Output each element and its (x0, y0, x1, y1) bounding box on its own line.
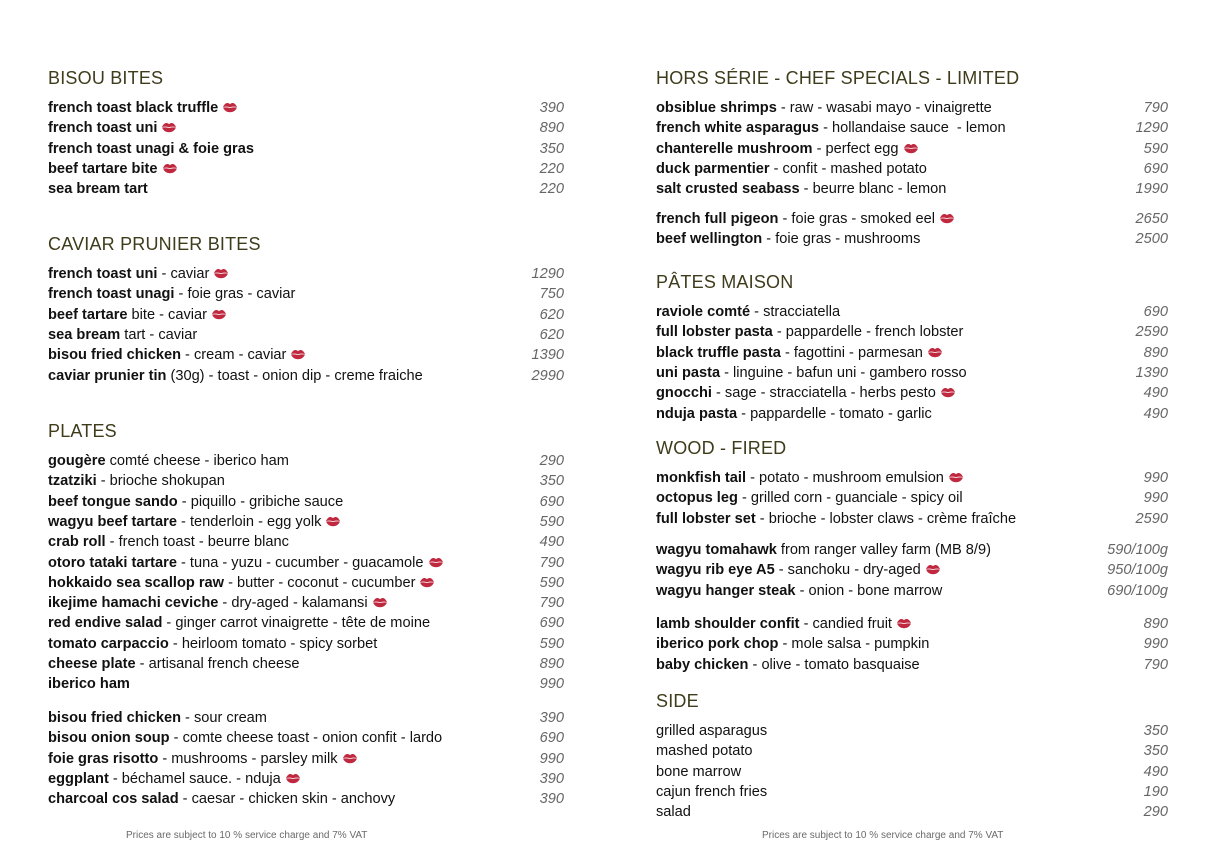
item-name-bold: bisou fried chicken (48, 347, 181, 364)
footer-note-right: Prices are subject to 10 % service charge and 7% VAT (762, 830, 1004, 841)
menu-item (48, 634, 564, 654)
menu-item (48, 749, 564, 769)
menu-item (48, 492, 564, 512)
item-price: 990 (1143, 636, 1168, 653)
menu-item (656, 634, 1168, 654)
menu-item (656, 655, 1168, 675)
item-name-bold: foie gras risotto (48, 750, 159, 767)
item-name-bold: iberico ham (48, 676, 130, 693)
item-name-bold: hokkaido sea scallop raw (48, 574, 225, 591)
lips-icon (285, 770, 301, 782)
item-name-bold: french toast unagi & foie gras (48, 140, 254, 157)
item-price: 1290 (531, 266, 564, 282)
item-description: - hollandaise sauce - lemon (819, 120, 1006, 137)
item-price: 620 (539, 306, 564, 323)
item-name (48, 674, 130, 694)
item-description: comté cheese - iberico ham (105, 453, 289, 469)
item-description: bone marrow (656, 763, 742, 780)
menu-item (48, 305, 564, 325)
item-name (48, 708, 267, 728)
menu-item (656, 468, 1168, 488)
item-price: 790 (1143, 100, 1168, 116)
item-price: 490 (1143, 405, 1168, 422)
item-description: - sanchoku - dry-aged (774, 562, 921, 579)
item-name (656, 762, 741, 782)
item-name (656, 118, 1006, 138)
item-price: 590 (539, 513, 564, 530)
item-name-bold: french white asparagus (656, 120, 820, 137)
item-name (656, 322, 963, 342)
item-name-bold: wagyu beef tartare (48, 513, 177, 530)
menu-item (48, 674, 564, 694)
item-name (48, 325, 197, 345)
menu-item (48, 366, 564, 386)
item-description: - caviar (157, 266, 210, 282)
item-name-bold: french toast unagi (48, 286, 175, 303)
menu-item (48, 325, 564, 345)
item-name (48, 492, 343, 512)
item-price: 790 (539, 554, 564, 571)
menu-item (656, 404, 1168, 424)
item-name (656, 802, 691, 822)
section-title: PLATES (48, 421, 117, 441)
item-name (656, 363, 967, 383)
item-name-bold: crab roll (48, 534, 106, 551)
section-title: CAVIAR PRUNIER BITES (48, 234, 261, 254)
item-price: 190 (1143, 783, 1168, 800)
item-price: 990 (1143, 470, 1168, 486)
item-price: 890 (539, 656, 564, 672)
item-name-bold: gougère (48, 453, 106, 469)
item-name (48, 179, 148, 199)
item-name (48, 305, 227, 325)
item-name (48, 139, 254, 159)
item-price: 1290 (1135, 120, 1168, 137)
item-description: - raw - wasabi mayo - vinaigrette (776, 100, 992, 116)
item-name-bold: tzatziki (48, 473, 97, 490)
menu-item (656, 209, 1168, 229)
item-price: 1390 (531, 347, 564, 364)
item-name (48, 634, 377, 654)
item-name (48, 366, 423, 386)
item-price: 290 (1143, 804, 1168, 821)
item-description: - perfect egg (812, 140, 899, 157)
item-description: bite - caviar (127, 306, 207, 323)
lips-icon (213, 265, 229, 277)
item-name (48, 749, 358, 769)
menu-item (48, 159, 564, 179)
item-price: 690/100g (1107, 582, 1168, 599)
item-name (656, 468, 964, 488)
item-name-bold: black truffle pasta (656, 344, 781, 361)
menu-item (48, 451, 564, 471)
item-name (48, 284, 295, 304)
item-description: - pappardelle - french lobster (772, 324, 964, 341)
item-name (48, 345, 306, 365)
item-price: 890 (539, 120, 564, 137)
item-name-bold: french full pigeon (656, 211, 779, 227)
menu-item (48, 728, 564, 748)
item-price: 390 (539, 770, 564, 787)
menu-item (48, 284, 564, 304)
item-description: - tenderloin - egg yolk (176, 513, 322, 530)
item-name-bold: otoro tataki tartare (48, 554, 177, 571)
item-name (48, 159, 178, 179)
item-description: - fagottini - parmesan (780, 344, 923, 361)
menu-item (656, 488, 1168, 508)
item-description: - brioche shokupan (96, 473, 225, 490)
menu-item (656, 383, 1168, 403)
menu-item (48, 471, 564, 491)
item-name (656, 229, 920, 249)
item-name (656, 741, 753, 761)
item-name (48, 451, 289, 471)
item-name (656, 179, 946, 199)
item-price: 790 (539, 595, 564, 612)
item-name (656, 721, 767, 741)
item-price: 690 (1143, 160, 1168, 177)
item-name-bold: wagyu hanger steak (656, 582, 796, 599)
item-name-bold: chanterelle mushroom (656, 140, 813, 157)
item-description: - heirloom tomato - spicy sorbet (168, 635, 378, 652)
menu-item (656, 509, 1168, 529)
item-name-bold: bisou fried chicken (48, 710, 181, 726)
menu-item (48, 98, 564, 118)
item-description: - béchamel sauce. - nduja (108, 770, 281, 787)
item-name-bold: baby chicken (656, 656, 749, 673)
item-price: 390 (539, 100, 564, 116)
item-price: 990 (539, 750, 564, 767)
item-name (656, 139, 919, 159)
item-name-bold: french toast uni (48, 266, 158, 282)
menu-item (48, 789, 564, 809)
item-price: 350 (539, 140, 564, 157)
item-name (48, 553, 444, 573)
item-name-bold: tomato carpaccio (48, 635, 169, 652)
menu-item (656, 540, 1168, 560)
item-price: 490 (1143, 385, 1168, 402)
menu-item (656, 322, 1168, 342)
item-price: 220 (539, 181, 564, 198)
lips-icon (325, 513, 341, 525)
item-name-bold: wagyu rib eye A5 (656, 562, 775, 579)
menu-item (48, 708, 564, 728)
item-name-bold: duck parmentier (656, 160, 770, 177)
section-title: HORS SÉRIE - CHEF SPECIALS - LIMITED (656, 68, 1020, 88)
item-price: 2590 (1135, 324, 1168, 341)
menu-item (656, 560, 1168, 580)
item-price: 350 (539, 473, 564, 490)
item-description: - dry-aged - kalamansi (218, 595, 368, 612)
item-name-bold: obsiblue shrimps (656, 100, 777, 116)
item-name-bold: iberico pork chop (656, 636, 779, 653)
item-price: 390 (539, 710, 564, 726)
item-price: 690 (539, 493, 564, 510)
item-name (656, 581, 942, 601)
menu-item (48, 532, 564, 552)
item-name-bold: octopus leg (656, 490, 738, 507)
section-title: WOOD - FIRED (656, 438, 787, 458)
item-name-bold: lamb shoulder confit (656, 616, 800, 632)
item-description: salad (656, 804, 691, 821)
item-price: 590 (539, 635, 564, 652)
item-description: - tuna - yuzu - cucumber - guacamole (176, 554, 424, 571)
section-title: PÂTES MAISON (656, 272, 794, 292)
menu-item (48, 573, 564, 593)
item-name (656, 209, 955, 229)
lips-icon (939, 210, 955, 222)
item-price: 790 (1143, 656, 1168, 673)
item-description: - piquillo - gribiche sauce (177, 493, 344, 510)
lips-icon (222, 99, 238, 111)
item-description: - sage - stracciatella - herbs pesto (711, 385, 936, 402)
item-name (48, 728, 442, 748)
item-name-bold: beef tartare bite (48, 160, 158, 177)
item-name-bold: beef tongue sando (48, 493, 178, 510)
item-price: 690 (539, 730, 564, 747)
item-price: 990 (1143, 490, 1168, 507)
item-price: 590/100g (1107, 542, 1168, 558)
item-name-bold: cheese plate (48, 656, 136, 672)
lips-icon (342, 750, 358, 762)
item-name (656, 488, 963, 508)
item-description: - caesar - chicken skin - anchovy (178, 791, 396, 808)
item-name-bold: salt crusted seabass (656, 181, 800, 198)
item-price: 350 (1143, 723, 1168, 739)
menu-item (48, 345, 564, 365)
lips-icon (428, 554, 444, 566)
item-name (656, 634, 929, 654)
item-price: 990 (539, 676, 564, 693)
item-description: - foie gras - mushrooms (762, 231, 921, 248)
item-name-bold: sea bream (48, 326, 121, 343)
lips-icon (903, 140, 919, 152)
item-name (48, 471, 225, 491)
item-name (656, 404, 932, 424)
item-price: 350 (1143, 743, 1168, 760)
menu-item (656, 139, 1168, 159)
lips-icon (372, 594, 388, 606)
lips-icon (161, 119, 177, 131)
item-name (656, 540, 991, 560)
menu-item (656, 363, 1168, 383)
item-name (656, 98, 992, 118)
item-description: - potato - mushroom emulsion (746, 470, 944, 486)
item-price: 750 (539, 286, 564, 303)
item-name (48, 98, 238, 118)
menu-item (656, 782, 1168, 802)
item-description: cajun french fries (656, 783, 768, 800)
item-name-bold: french toast black truffle (48, 100, 219, 116)
item-name-bold: gnocchi (656, 385, 712, 402)
item-description: - butter - coconut - cucumber (224, 574, 416, 591)
item-price: 950/100g (1107, 562, 1168, 579)
menu-item (656, 343, 1168, 363)
menu-item (48, 118, 564, 138)
item-name (48, 654, 299, 674)
item-description: - linguine - bafun uni - gambero rosso (720, 364, 967, 381)
item-description: grilled asparagus (656, 723, 768, 739)
item-name (656, 560, 941, 580)
item-name (656, 782, 767, 802)
item-description: - foie gras - caviar (174, 286, 296, 303)
item-description: - foie gras - smoked eel (778, 211, 935, 227)
item-price: 490 (539, 534, 564, 551)
menu-item (656, 721, 1168, 741)
lips-icon (940, 384, 956, 396)
menu-item (656, 614, 1168, 634)
item-price: 2650 (1135, 211, 1168, 227)
item-description: - ginger carrot vinaigrette - tête de moine (162, 615, 431, 632)
item-name (656, 343, 943, 363)
item-name (656, 302, 840, 322)
item-name (656, 509, 1016, 529)
menu-item (656, 581, 1168, 601)
menu-item (48, 769, 564, 789)
item-price: 590 (539, 574, 564, 591)
item-price: 890 (1143, 344, 1168, 361)
item-price: 590 (1143, 140, 1168, 157)
item-name-bold: ikejime hamachi ceviche (48, 595, 219, 612)
item-price: 390 (539, 791, 564, 808)
item-name-bold: caviar prunier tin (48, 367, 167, 384)
item-name-bold: charcoal cos salad (48, 791, 179, 808)
menu-item (656, 302, 1168, 322)
lips-icon (290, 346, 306, 358)
item-name (48, 264, 229, 284)
menu-item (656, 741, 1168, 761)
menu-item (656, 802, 1168, 822)
menu-item (48, 512, 564, 532)
item-description: - sour cream (181, 710, 267, 726)
item-description: - cream - caviar (181, 347, 287, 364)
menu-item (656, 762, 1168, 782)
item-name (656, 655, 920, 675)
menu-item (656, 179, 1168, 199)
item-name-bold: nduja pasta (656, 405, 738, 422)
menu-item (48, 654, 564, 674)
menu-item (656, 229, 1168, 249)
item-name-bold: red endive salad (48, 615, 163, 632)
item-price: 2590 (1135, 510, 1168, 527)
menu-item (656, 159, 1168, 179)
item-name-bold: uni pasta (656, 364, 721, 381)
item-name-bold: wagyu tomahawk (656, 542, 777, 558)
item-description: - olive - tomato basquaise (748, 656, 920, 673)
item-description: - onion - bone marrow (795, 582, 943, 599)
item-name-bold: beef wellington (656, 231, 763, 248)
item-name (656, 614, 912, 634)
item-name-bold: sea bream tart (48, 181, 148, 198)
item-name (48, 769, 301, 789)
item-name (48, 118, 177, 138)
lips-icon (162, 160, 178, 172)
item-price: 690 (1143, 304, 1168, 320)
lips-icon (419, 574, 435, 586)
item-price: 220 (539, 160, 564, 177)
lips-icon (925, 561, 941, 573)
menu-item (48, 613, 564, 633)
item-name (48, 593, 388, 613)
item-name-bold: beef tartare (48, 306, 128, 323)
item-price: 290 (539, 453, 564, 469)
lips-icon (948, 469, 964, 481)
item-name (656, 383, 956, 403)
item-name (48, 789, 395, 809)
item-name-bold: monkfish tail (656, 470, 747, 486)
item-description: - brioche - lobster claws - crème fraîche (755, 510, 1017, 527)
item-description: tart - caviar (120, 326, 198, 343)
item-description: mashed potato (656, 743, 753, 760)
item-name-bold: french toast uni (48, 120, 158, 137)
footer-note-left: Prices are subject to 10 % service charge and 7% VAT (126, 830, 368, 841)
item-price: 2500 (1135, 231, 1168, 248)
section-title: BISOU BITES (48, 68, 164, 88)
item-description: - beurre blanc - lemon (799, 181, 947, 198)
menu-item (656, 98, 1168, 118)
item-description: - candied fruit (799, 616, 892, 632)
lips-icon (211, 306, 227, 318)
item-price: 890 (1143, 616, 1168, 632)
menu-item (656, 118, 1168, 138)
item-description: from ranger valley farm (MB 8/9) (776, 542, 991, 558)
item-price: 620 (539, 326, 564, 343)
item-description: - mushrooms - parsley milk (158, 750, 338, 767)
item-name-bold: eggplant (48, 770, 109, 787)
item-name (48, 532, 289, 552)
item-name (656, 159, 927, 179)
menu-item (48, 264, 564, 284)
section-title: SIDE (656, 691, 699, 711)
item-name (48, 512, 341, 532)
item-description: - comte cheese toast - onion confit - lardo (169, 730, 443, 747)
item-description: - artisanal french cheese (135, 656, 300, 672)
item-name-bold: bisou onion soup (48, 730, 170, 747)
item-price: 1390 (1135, 364, 1168, 381)
menu-item (48, 593, 564, 613)
item-description: - french toast - beurre blanc (105, 534, 289, 551)
item-price: 1990 (1135, 181, 1168, 198)
item-price: 2990 (531, 367, 564, 384)
item-name (48, 613, 430, 633)
item-description: - confit - mashed potato (769, 160, 927, 177)
item-price: 490 (1143, 763, 1168, 780)
item-name-bold: full lobster pasta (656, 324, 773, 341)
item-description: - stracciatella (750, 304, 841, 320)
item-description: - mole salsa - pumpkin (778, 636, 930, 653)
menu-item (48, 139, 564, 159)
lips-icon (927, 344, 943, 356)
item-description: - pappardelle - tomato - garlic (737, 405, 932, 422)
item-price: 690 (539, 615, 564, 632)
item-description: (30g) - toast - onion dip - creme fraiche (166, 367, 423, 384)
item-description: - grilled corn - guanciale - spicy oil (737, 490, 963, 507)
item-name (48, 573, 435, 593)
lips-icon (896, 615, 912, 627)
item-name-bold: raviole comté (656, 304, 751, 320)
menu-item (48, 553, 564, 573)
menu-item (48, 179, 564, 199)
item-name-bold: full lobster set (656, 510, 756, 527)
